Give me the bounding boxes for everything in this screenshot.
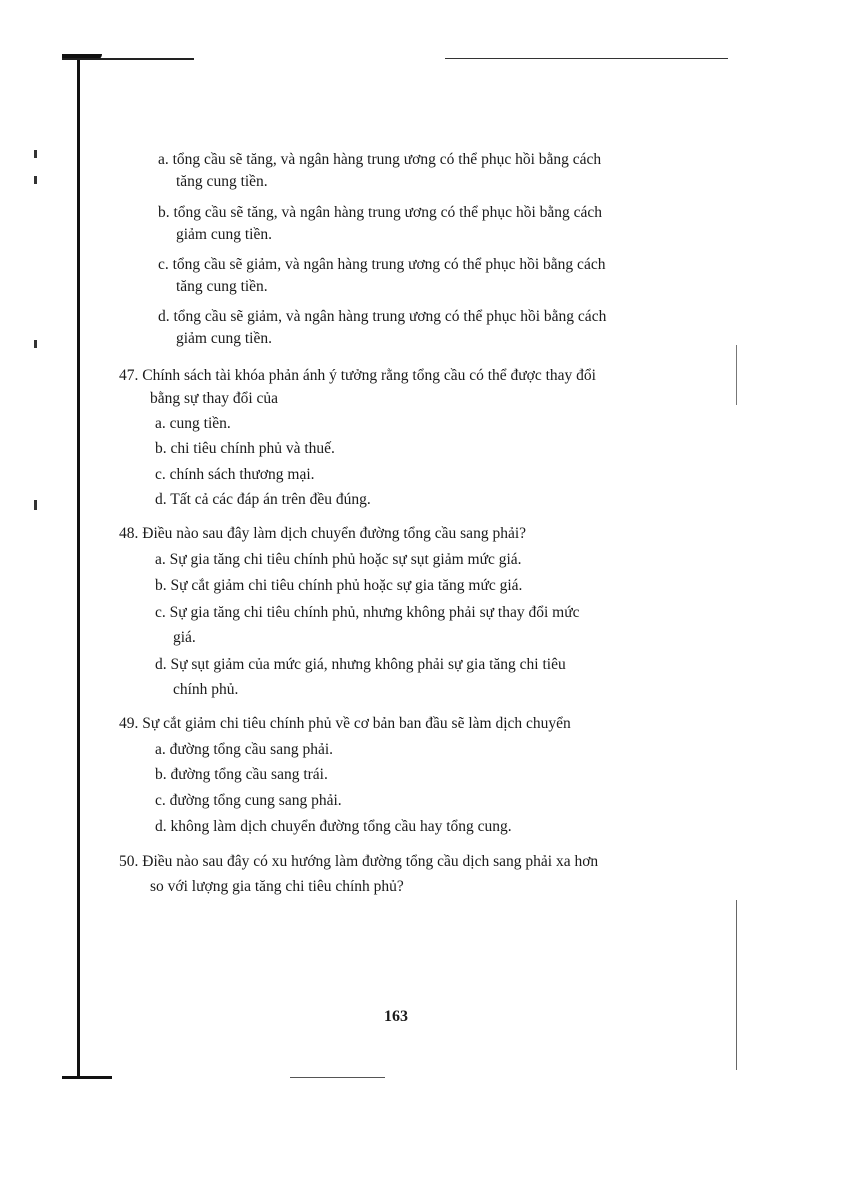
text-line: d. Tất cả các đáp án trên đều đúng. bbox=[155, 491, 371, 508]
text-line: bằng sự thay đổi của bbox=[150, 390, 279, 407]
text-line: b. tổng cầu sẽ tăng, và ngân hàng trung ương có thể phục hồi bằng cách bbox=[158, 204, 603, 221]
frame-right-rule-lower bbox=[736, 900, 737, 1070]
text-line: d. không làm dịch chuyển đường tổng cầu hay tổng cung. bbox=[155, 818, 512, 835]
text-line: tăng cung tiền. bbox=[176, 278, 268, 295]
text-line: a. tổng cầu sẽ tăng, và ngân hàng trung ương có thể phục hồi bằng cách bbox=[158, 151, 602, 168]
text-line: d. tổng cầu sẽ giảm, và ngân hàng trung ương có thể phục hồi bằng cách bbox=[158, 308, 607, 325]
frame-right-rule-upper bbox=[736, 345, 737, 405]
text-line: giá. bbox=[173, 629, 196, 646]
frame-top-right-rule bbox=[445, 58, 728, 59]
frame-top-left-rule bbox=[62, 58, 194, 60]
scan-margin-mark bbox=[34, 340, 37, 348]
text-line: b. chi tiêu chính phủ và thuế. bbox=[155, 440, 335, 457]
text-line: giảm cung tiền. bbox=[176, 330, 272, 347]
text-line: a. Sự gia tăng chi tiêu chính phủ hoặc sự sụt giảm mức giá. bbox=[155, 551, 522, 568]
text-line: 50. Điều nào sau đây có xu hướng làm đường tổng cầu dịch sang phải xa hơn bbox=[119, 853, 599, 870]
text-line: a. đường tổng cầu sang phải. bbox=[155, 741, 334, 758]
text-line: tăng cung tiền. bbox=[176, 173, 268, 190]
scan-margin-mark bbox=[34, 500, 37, 510]
text-line: 48. Điều nào sau đây làm dịch chuyển đường tổng cầu sang phải? bbox=[119, 525, 527, 542]
text-line: b. Sự cắt giảm chi tiêu chính phủ hoặc sự gia tăng mức giá. bbox=[155, 577, 523, 594]
text-line: c. tổng cầu sẽ giảm, và ngân hàng trung ương có thể phục hồi bằng cách bbox=[158, 256, 606, 273]
scan-margin-mark bbox=[34, 176, 37, 184]
text-line: 47. Chính sách tài khóa phản ánh ý tưởng rằng tổng cầu có thể được thay đổi bbox=[119, 367, 596, 384]
scan-margin-mark bbox=[34, 150, 37, 158]
frame-bottom-mid-rule bbox=[290, 1077, 385, 1078]
text-line: 49. Sự cắt giảm chi tiêu chính phủ về cơ bản ban đầu sẽ làm dịch chuyển bbox=[119, 715, 571, 732]
text-line: c. đường tổng cung sang phải. bbox=[155, 792, 342, 809]
text-line: c. Sự gia tăng chi tiêu chính phủ, nhưng không phải sự thay đổi mức bbox=[155, 604, 580, 621]
text-line: a. cung tiền. bbox=[155, 415, 231, 432]
frame-left-rule bbox=[77, 60, 80, 1078]
page-number: 163 bbox=[384, 1008, 408, 1025]
text-line: c. chính sách thương mại. bbox=[155, 466, 315, 483]
text-line: so với lượng gia tăng chi tiêu chính phủ? bbox=[150, 878, 404, 895]
text-line: b. đường tổng cầu sang trái. bbox=[155, 766, 328, 783]
frame-bottom-left-rule bbox=[62, 1076, 112, 1079]
text-line: chính phủ. bbox=[173, 681, 239, 698]
text-line: giảm cung tiền. bbox=[176, 226, 272, 243]
text-line: d. Sự sụt giảm của mức giá, nhưng không phải sự gia tăng chi tiêu bbox=[155, 656, 566, 673]
